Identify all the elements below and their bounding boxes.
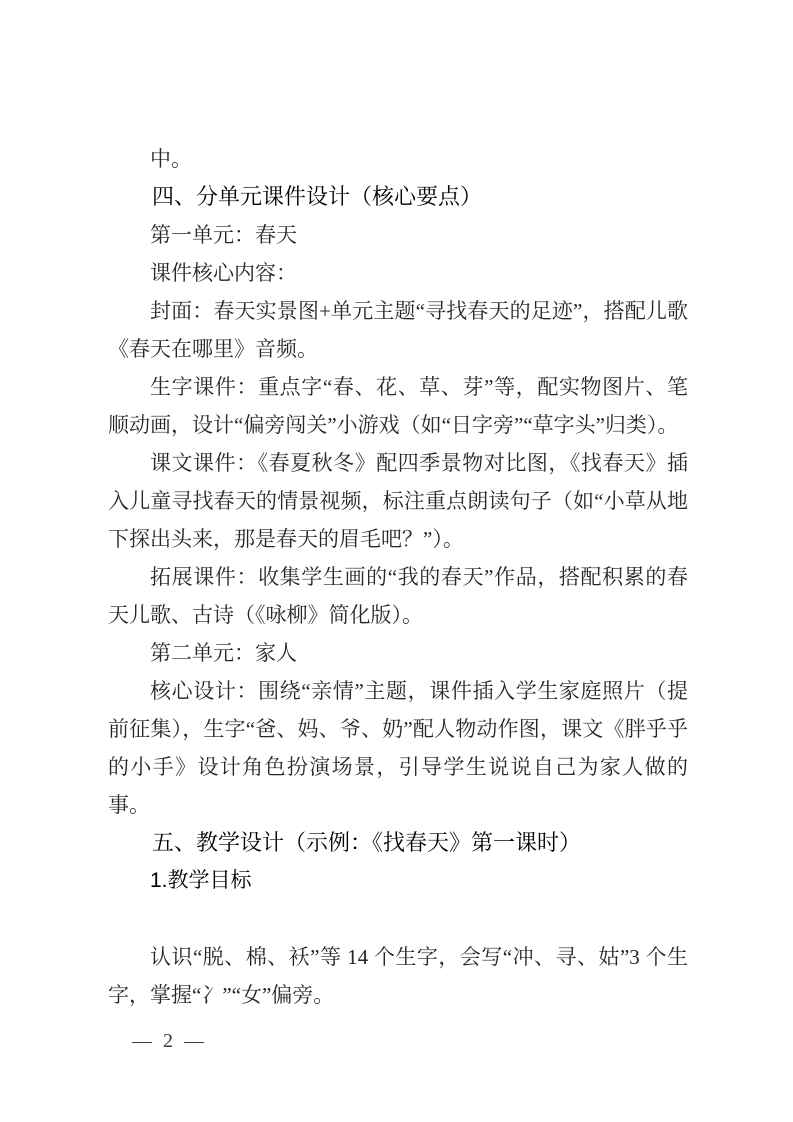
subsection-heading-teaching-goals: 1.教学目标 [150, 869, 252, 892]
paragraph-unit1-title: 第一单元：春天 [150, 223, 297, 247]
paragraph-text-courseware: 课文课件：《春夏秋冬》配四季景物对比图，《找春天》插入儿童寻找春天的情景视频，标注重点朗读句子（如“小草从地下探出头来，那是春天的眉毛吧？”）。 [108, 451, 688, 551]
paragraph-continuation: 中。 [150, 147, 192, 171]
document-body [108, 140, 688, 1014]
paragraph-unit2-core-design: 核心设计：围绕“亲情”主题，课件插入学生家庭照片（提前征集），生字“爸、妈、爷、奶”配人物动作图，课文《胖乎乎的小手》设计角色扮演场景，引导学生说说自己为家人做的事。 [108, 679, 688, 817]
paragraph-extension-courseware: 拓展课件：收集学生画的“我的春天”作品，搭配积累的春天儿歌、古诗（《咏柳》简化版）。 [108, 565, 688, 627]
section-heading-unit-courseware-design: 四、分单元课件设计（核心要点） [152, 184, 483, 209]
paragraph-courseware-core-label: 课件核心内容： [150, 261, 297, 285]
paragraph-unit2-title: 第二单元：家人 [150, 641, 297, 665]
paragraph-character-courseware: 生字课件：重点字“春、花、草、芽”等，配实物图片、笔顺动画，设计“偏旁闯关”小游戏（如“日字旁”“草字头”归类）。 [108, 375, 688, 437]
paragraph-cover-design: 封面：春天实景图+单元主题“寻找春天的足迹”，搭配儿歌《春天在哪里》音频。 [108, 299, 688, 361]
blank-line [108, 900, 688, 938]
page-number: — 2 — [132, 1030, 207, 1052]
paragraph-teaching-goal-detail: 认识“脱、棉、袄”等 14 个生字，会写“冲、寻、姑”3 个生字，掌握“冫”“女”偏旁。 [108, 945, 688, 1007]
section-heading-teaching-design: 五、教学设计（示例：《找春天》第一课时） [152, 830, 582, 855]
page-footer [132, 1026, 207, 1056]
